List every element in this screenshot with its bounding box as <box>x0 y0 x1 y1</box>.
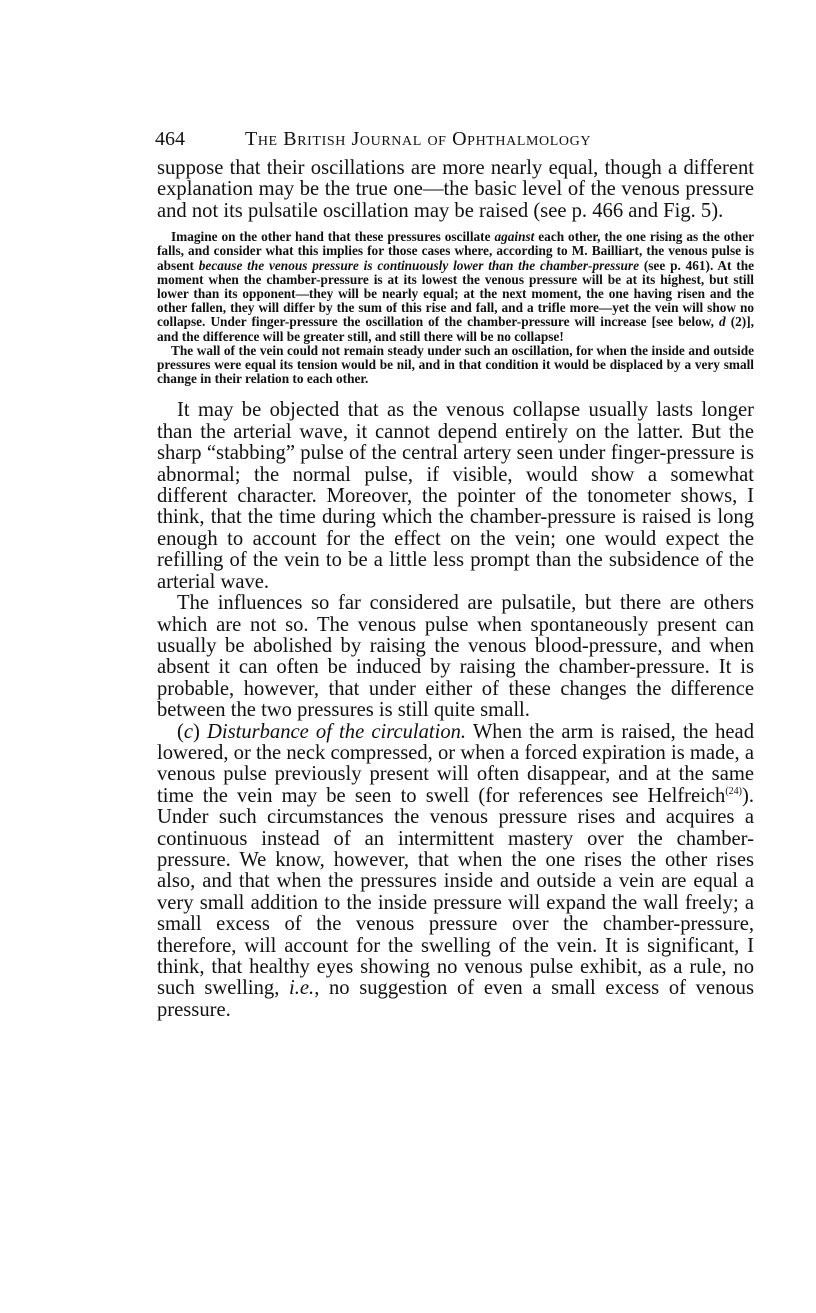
paragraph: It may be objected that as the venous collapse usually lasts longer than the arterial wave, it cannot depend entirely on the latter. But the sharp “stabbing” pulse of the central artery seen under finger-pressure is abnormal; the normal pulse, if visible, would show a somewhat different character. Moreover, the pointer of the tonometer shows, I think, that the time during which the chamber-pressure is raised is long enough to account for the effect on the vein; one would expect the refilling of the vein to be a little less prompt than the subsidence of the arterial wave. <box>157 399 754 593</box>
paragraph: The influences so far considered are pulsatile, but there are others which are not so. The venous pulse when spontaneously present can usually be abolished by raising the venous blood-pressure, and when absent it can often be induced by raising the chamber-pressure. It is probable, however, that under either of these changes the difference between the two pressures is still quite small. <box>157 592 754 722</box>
running-head <box>157 124 754 154</box>
journal-title: The British Journal of Ophthalmology <box>245 128 592 150</box>
paragraph-continuation: suppose that their oscillations are more nearly equal, though a different explanation may be the true one—the basic level of the venous pressure and not its pulsatile oscillation may be raised (see p. 466 and Fig. 5). <box>157 157 754 222</box>
small-print-block <box>157 230 754 386</box>
page <box>157 124 754 1021</box>
paragraph-disturbance-of-circulation: (c) Disturbance of the circulation. When the arm is raised, the head lowered, or the neck compressed, or when a forced expiration is made, a venous pulse previously present will often disappear, and at the same time the vein may be seen to swell (for references see Helfreich$^{(24)}$). Under such circumstances the venous pressure rises and acquires a continuous instead of an intermittent mastery over the chamber-pressure. We know, however, that when the one rises the other rises also, and that when the pressures inside and outside a vein are equal a very small addition to the inside pressure will expand the wall freely; a small excess of the venous pressure over the chamber-pressure, therefore, will account for the swelling of the vein. It is significant, I think, that healthy eyes showing no venous pulse exhibit, as a rule, no such swelling, i.e., no suggestion of even a small excess of venous pressure. <box>157 720 754 1021</box>
small-print-paragraph: Imagine on the other hand that these pressures oscillate against each other, the one rising as the other falls, and consider what this implies for those cases where, according to M. Bailliart, the venous pulse is absent because the venous pressure is continuously lower than the chamber-pressure (see p. 461). At the moment when the chamber-pressure is at its lowest the venous pressure will be at its highest, but still lower than its opponent—they will be nearly equal; at the next moment, the one having risen and the other fallen, they will differ by the sum of this rise and fall, and a trifle more—yet the vein will show no collapse. Under finger-pressure the oscillation of the chamber-pressure will increase [see below, d (2)], and the difference will be greater still, and still there will be no collapse! <box>157 229 754 344</box>
small-print-paragraph: The wall of the vein could not remain steady under such an oscillation, for when the inside and outside pressures were equal its tension would be nil, and in that condition it would be displaced by a very small change in their relation to each other. <box>157 342 754 387</box>
reference-superscript: (24) <box>725 785 742 797</box>
page-number: 464 <box>155 128 185 150</box>
